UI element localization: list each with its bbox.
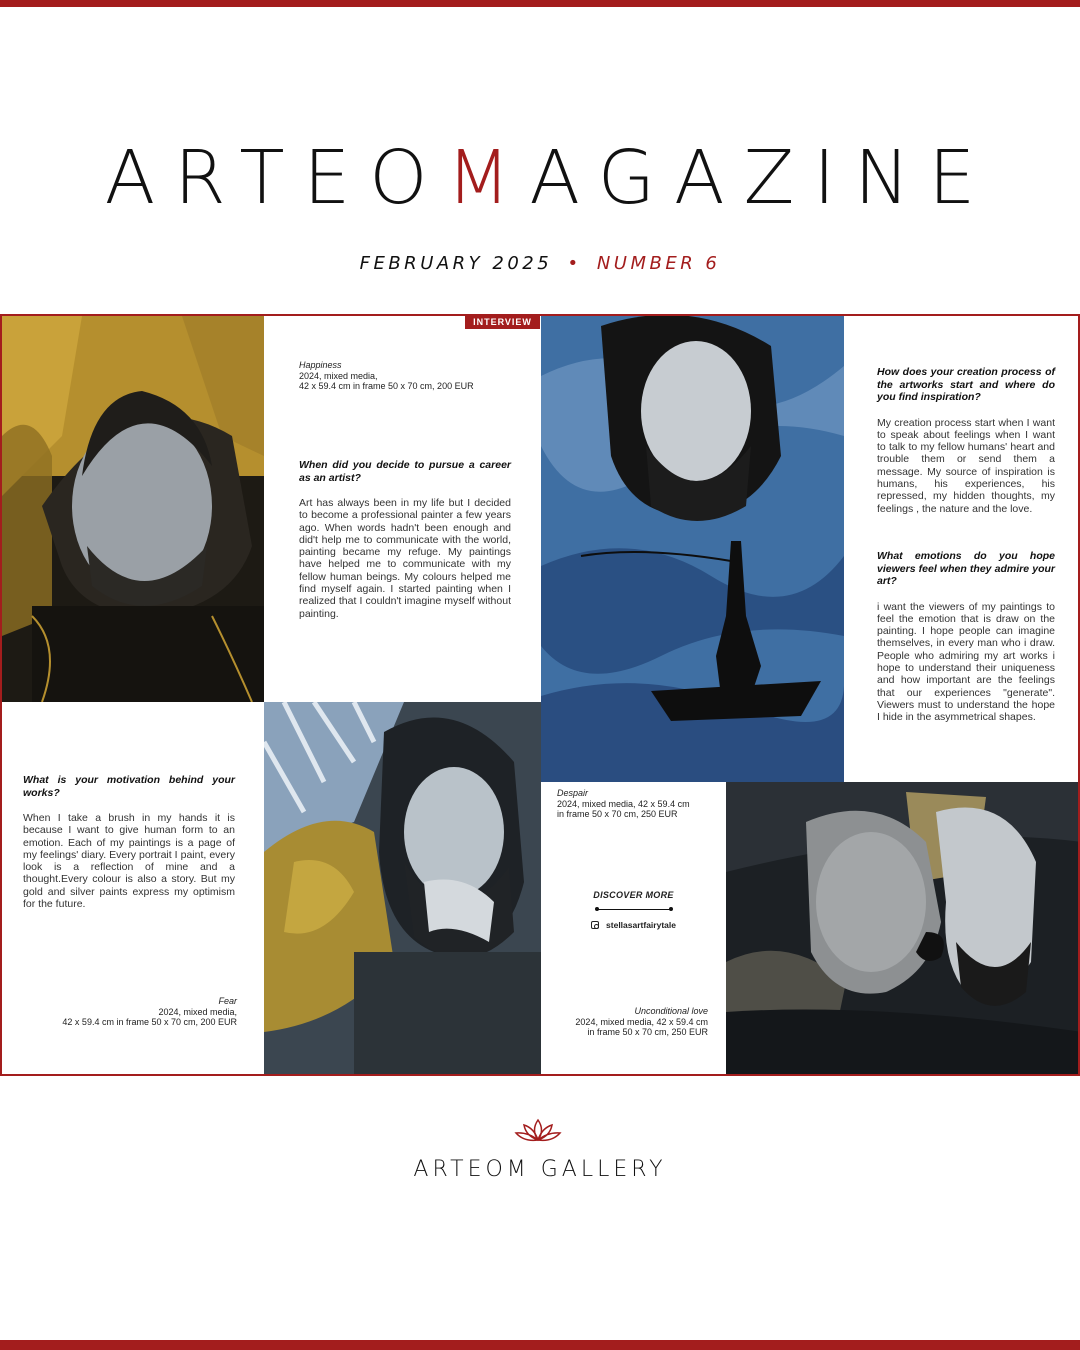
- issue-separator: •: [567, 253, 582, 274]
- qa-block: [299, 459, 511, 620]
- answer-text: Art has always been in my life but I decided to become a professional painter a few years ago. When words hadn't been enough and did't help me to communicate with the world, painting became my refuge. My paintings have helped me to communicate with my fellow human beings. My colours helped me find myself again. I started painting when I realized that I couldn't imagine myself without painting.: [299, 497, 511, 620]
- caption-detail: 2024, mixed media, 42 x 59.4 cm: [575, 1016, 708, 1027]
- caption-detail: 2024, mixed media,: [299, 370, 378, 381]
- caption-fear: [7, 996, 237, 1028]
- issue-date: FEBRUARY 2025: [359, 253, 553, 274]
- caption-title: Fear: [218, 996, 237, 1006]
- caption-detail: 2024, mixed media,: [158, 1006, 237, 1017]
- caption-detail: 42 x 59.4 cm in frame 50 x 70 cm, 200 EUR: [62, 1017, 237, 1027]
- discover-title: DISCOVER MORE: [593, 890, 674, 900]
- lotus-icon: [514, 1116, 562, 1146]
- painting-fear: [264, 702, 541, 1076]
- interview-spread: [0, 314, 1080, 1076]
- issue-line: [0, 253, 1080, 274]
- question-text: When did you decide to pursue a career as an artist?: [299, 459, 511, 484]
- text-block-q3-q4: [844, 316, 1080, 782]
- discover-divider: [597, 909, 671, 910]
- caption-title: Despair: [557, 788, 589, 798]
- caption-happiness: [299, 360, 529, 392]
- gallery-name: ARTEOM GALLERY: [413, 1157, 667, 1182]
- qa-block: [877, 550, 1055, 723]
- painting-despair: [541, 316, 844, 782]
- qa-block: [23, 774, 235, 910]
- question-text: What is your motivation behind your works?: [23, 774, 235, 799]
- interview-tag: INTERVIEW: [465, 316, 540, 329]
- caption-detail: in frame 50 x 70 cm, 250 EUR: [557, 809, 678, 819]
- instagram-icon: [591, 921, 599, 929]
- answer-text: i want the viewers of my paintings to feel the emotion that is draw on the painting. I hope people can imagine themselves, in every man who i draw. People who admiring my art works i hope to understand their uniqueness and how important are the feelings that our experiences "generate". Viewers must to understand the hope I hide in the asymmetrical shapes.: [877, 600, 1055, 724]
- magazine-masthead: ARTEOMAGAZINE: [104, 135, 995, 221]
- qa-block: [877, 366, 1055, 515]
- answer-text: My creation process start when I want to speak about feelings when I want to talk to my fellow humans' heart and trouble them or send them a message. My source of inspiration is humans, his experiences, his repressed, my hidden thoughts, my feelings , the nature and the love.: [877, 416, 1055, 515]
- painting-unconditional-love: [726, 782, 1080, 1076]
- text-block-q1: [264, 316, 541, 702]
- caption-despair: [557, 788, 726, 820]
- caption-unconditional-love: [541, 1006, 708, 1038]
- caption-title: Happiness: [299, 360, 342, 370]
- discover-more: [541, 890, 726, 930]
- caption-title: Unconditional love: [634, 1006, 708, 1016]
- answer-text: When I take a brush in my hands it is because I want to give human form to an emotion. Each of my paintings is a page of my feelings' diary. Every portrait I paint, every look is a reflection of mine and a thought.Every colour is also a story. But my gold and silver paints express my optimism for the future.: [23, 812, 235, 911]
- caption-detail: 2024, mixed media, 42 x 59.4 cm: [557, 798, 690, 809]
- instagram-link[interactable]: [541, 920, 726, 930]
- top-accent-bar: [0, 0, 1080, 7]
- caption-detail: in frame 50 x 70 cm, 250 EUR: [587, 1027, 708, 1037]
- painting-happiness: [2, 316, 264, 702]
- text-block-q2: [2, 702, 264, 1076]
- instagram-handle: stellasartfairytale: [606, 920, 676, 930]
- issue-number: NUMBER 6: [596, 253, 721, 274]
- caption-detail: 42 x 59.4 cm in frame 50 x 70 cm, 200 EUR: [299, 381, 474, 391]
- question-text: What emotions do you hope viewers feel when they admire your art?: [877, 550, 1055, 587]
- bottom-accent-bar: [0, 1340, 1080, 1350]
- text-block-captions: [541, 782, 726, 1076]
- question-text: How does your creation process of the artworks start and where do you find inspiration?: [877, 366, 1055, 403]
